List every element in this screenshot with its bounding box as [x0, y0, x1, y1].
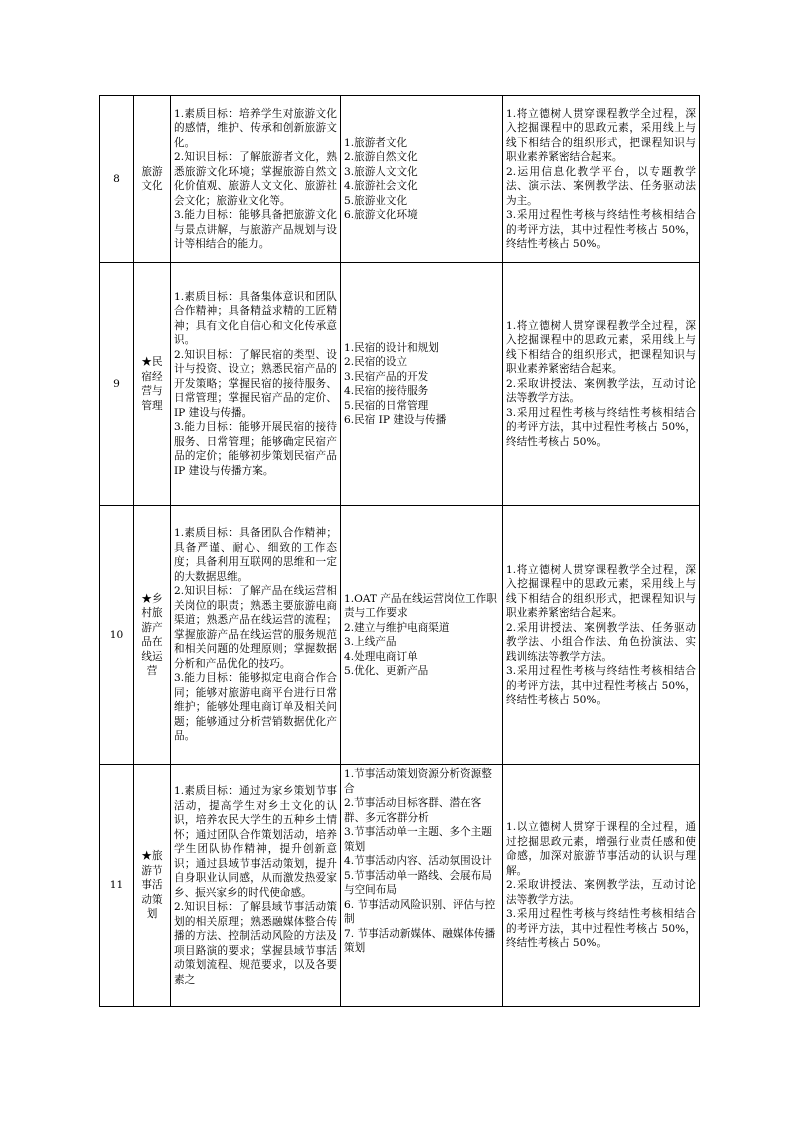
course-objectives [171, 96, 341, 263]
teaching-requirements [503, 96, 700, 263]
content-item: 3.旅游人文文化 [344, 165, 418, 178]
objective-item: 2.知识目标：了解县域节事活动策划的相关原理；熟悉融媒体整合传播的方法、控制活动风险的方法及项目路演的要求；掌握县域节事活动策划流程、规范要求，以及各要素之 [174, 901, 337, 986]
requirement-item: 2.采取讲授法、案例教学法，互动讨论法等教学方法。 [506, 879, 696, 906]
requirement-item: 2.采取讲授法、案例教学法，互动讨论法等教学方法。 [506, 377, 696, 405]
course-content [341, 506, 503, 765]
content-item: 6. 节事活动风险识别、评估与控制 [344, 898, 496, 925]
content-item: 4.民宿的接待服务 [344, 385, 429, 397]
requirement-item: 1.将立德树人贯穿课程教学全过程，深入挖掘课程中的思政元素，采用线上与线下相结合的组织形式，把课程知识与职业素养紧密结合起来。 [506, 563, 696, 619]
objective-item: 3.能力目标：能够拟定电商合作合同；能够对旅游电商平台进行日常维护；能够处理电商订单及相关问题；能够通过分析营销数据优化产品。 [174, 672, 337, 743]
content-item: 5.优化、更新产品 [344, 665, 429, 677]
content-item: 3.上线产品 [344, 636, 397, 648]
content-item: 2.建立与维护电商渠道 [344, 621, 450, 634]
course-name: ★乡村旅游产品在线运营 [134, 506, 171, 765]
course-content [341, 96, 503, 263]
objective-item: 1.素质目标：具备集体意识和团队合作精神；具备精益求精的工匠精神；具有文化自信心和文化传承意识。 [174, 290, 337, 347]
objective-item: 1.素质目标：通过为家乡策划节事活动，提高学生对乡土文化的认识，培养农民大学生的五种乡土情怀；通过团队合作策划活动，培养学生团队协作精神，提升创新意识；通过县域节事活动策划，提升自身职业认同感，从而激发热爱家乡、振兴家乡的时代使命感。 [174, 785, 337, 899]
requirement-item: 1.将立德树人贯穿课程教学全过程，深入挖掘课程中的思政元素，采用线上与线下相结合的组织形式，把课程知识与职业素养紧密结合起来。 [506, 107, 696, 163]
objective-item: 2.知识目标：了解旅游者文化，熟悉旅游文化环境；掌握旅游自然文化价值观、旅游人文文化、旅游社会文化；旅游业文化等。 [174, 151, 337, 207]
table-row [100, 96, 700, 263]
content-item: 5.旅游业文化 [344, 194, 408, 207]
objective-item: 2.知识目标：了解产品在线运营相关岗位的职责；熟悉主要旅游电商渠道；熟悉产品在线运营的流程；掌握旅游产品在线运营的服务规范和相关问题的处理原则；掌握数据分析和产品优化的技巧。 [174, 585, 337, 670]
content-item: 5.民宿的日常管理 [344, 399, 429, 412]
content-item: 3.节事活动单一主题、多个主题策划 [344, 826, 492, 853]
content-item: 2.旅游自然文化 [344, 151, 418, 163]
objective-item: 2.知识目标：了解民宿的类型、设计与投资、设立；熟悉民宿产品的开发策略；掌握民宿的接待服务、日常管理；掌握民宿产品的定价、IP 建设与传播。 [174, 348, 337, 419]
course-objectives [171, 506, 341, 765]
requirement-item: 1.以立德树人贯穿于课程的全过程，通过挖掘思政元素，增强行业责任感和使命感，加深对旅游节事活动的认识与理解。 [506, 821, 696, 877]
content-item: 2.节事活动目标客群、潜在客群、多元客群分析 [344, 797, 482, 824]
course-name: ★旅游节事活动策划 [134, 765, 171, 1007]
requirement-item: 1.将立德树人贯穿课程教学全过程，深入挖掘课程中的思政元素，采用线上与线下相结合的组织形式，把课程知识与职业素养紧密结合起来。 [506, 319, 696, 376]
table-row [100, 765, 700, 1007]
content-item: 1.旅游者文化 [344, 136, 408, 149]
content-item: 1.民宿的设计和规划 [344, 341, 439, 354]
course-name: ★民宿经营与管理 [134, 263, 171, 506]
content-item: 5.节事活动单一路线、会展布局与空间布局 [344, 869, 492, 896]
teaching-requirements [503, 765, 700, 1007]
row-number: 11 [100, 765, 134, 1007]
content-item: 4.旅游社会文化 [344, 180, 418, 192]
row-number: 8 [100, 96, 134, 263]
requirement-item: 3.采用过程性考核与终结性考核相结合的考评方法，其中过程性考核占 50%，终结性考核占 50%。 [506, 406, 696, 448]
teaching-requirements [503, 263, 700, 506]
course-objectives [171, 263, 341, 506]
requirement-item: 3.采用过程性考核与终结性考核相结合的考评方法，其中过程性考核占 50%，终结性考核占 50%。 [506, 209, 696, 250]
content-item: 3.民宿产品的开发 [344, 370, 429, 383]
content-item: 4.节事活动内容、活动氛围设计 [344, 855, 492, 867]
objective-item: 1.素质目标：培养学生对旅游文化的感情，维护、传承和创新旅游文化。 [174, 107, 337, 149]
table-row [100, 263, 700, 506]
objective-item: 3.能力目标：能够开展民宿的接待服务、日常管理；能够确定民宿产品的定价；能够初步策划民宿产品 IP 建设与传播方案。 [174, 421, 337, 477]
content-item: 4.处理电商订单 [344, 650, 418, 663]
row-number: 10 [100, 506, 134, 765]
requirement-item: 3.采用过程性考核与终结性考核相结合的考评方法，其中过程性考核占 50%，终结性考核占 50%。 [506, 908, 696, 950]
course-table [99, 95, 700, 1007]
content-item: 6.民宿 IP 建设与传播 [344, 414, 447, 426]
objective-item: 3.能力目标：能够具备把旅游文化与景点讲解，与旅游产品规划与设计等相结合的能力。 [174, 209, 337, 250]
course-objectives [171, 765, 341, 1007]
requirement-item: 2.运用信息化教学平台，以专题教学法、演示法、案例教学法、任务驱动法为主。 [506, 165, 696, 207]
objective-item: 1.素质目标：具备团队合作精神；具备严谨、耐心、细致的工作态度；具备利用互联网的思维和一定的大数据思维。 [174, 527, 337, 583]
content-item: 2.民宿的设立 [344, 356, 408, 368]
content-item: 1.OAT 产品在线运营岗位工作职责与工作要求 [344, 592, 497, 619]
content-item: 1.节事活动策划资源分析资源整合 [344, 768, 492, 795]
course-content [341, 263, 503, 506]
row-number: 9 [100, 263, 134, 506]
requirement-item: 3.采用过程性考核与终结性考核相结合的考评方法，其中过程性考核占 50%，终结性考核占 50%。 [506, 665, 696, 706]
content-item: 6.旅游文化环境 [344, 209, 418, 221]
course-name: 旅游文化 [134, 96, 171, 263]
course-content [341, 765, 503, 1007]
content-item: 7. 节事活动新媒体、融媒体传播策划 [344, 927, 496, 954]
teaching-requirements [503, 506, 700, 765]
table-row [100, 506, 700, 765]
requirement-item: 2.采用讲授法、案例教学法、任务驱动教学法、小组合作法、角色扮演法、实践训练法等教学方法。 [506, 621, 696, 663]
